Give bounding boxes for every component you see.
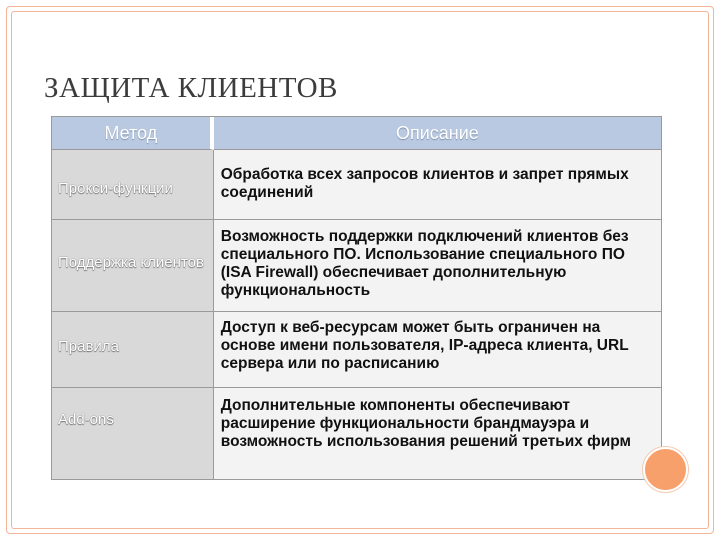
header-method: Метод — [52, 117, 214, 150]
table-row — [52, 150, 662, 220]
header-description: Описание — [214, 117, 662, 150]
method-cell: Add-ons — [52, 388, 214, 480]
description-cell: Обработка всех запросов клиентов и запрет прямых соединений — [214, 150, 662, 220]
method-cell: Поддержка клиентов — [52, 220, 214, 312]
method-cell: Правила — [52, 312, 214, 388]
method-cell: Прокси-функции — [52, 150, 214, 220]
description-cell: Возможность поддержки подключений клиентов без специального ПО. Использование специального ПО (ISA Firewall) обеспечивает дополнительную функциональность — [214, 220, 662, 312]
slide-title: ЗАЩИТА КЛИЕНТОВ — [44, 72, 338, 104]
description-cell: Доступ к веб-ресурсам может быть ограничен на основе имени пользователя, IP-адреса клиента, URL сервера или по расписанию — [214, 312, 662, 388]
table-header-row — [52, 117, 662, 150]
table-row — [52, 388, 662, 480]
table-row — [52, 312, 662, 388]
methods-table — [51, 116, 662, 480]
table-row — [52, 220, 662, 312]
description-cell: Дополнительные компоненты обеспечивают расширение функциональности брандмауэра и возможность использования решений третьих фирм — [214, 388, 662, 480]
decorative-orange-circle — [643, 447, 688, 492]
